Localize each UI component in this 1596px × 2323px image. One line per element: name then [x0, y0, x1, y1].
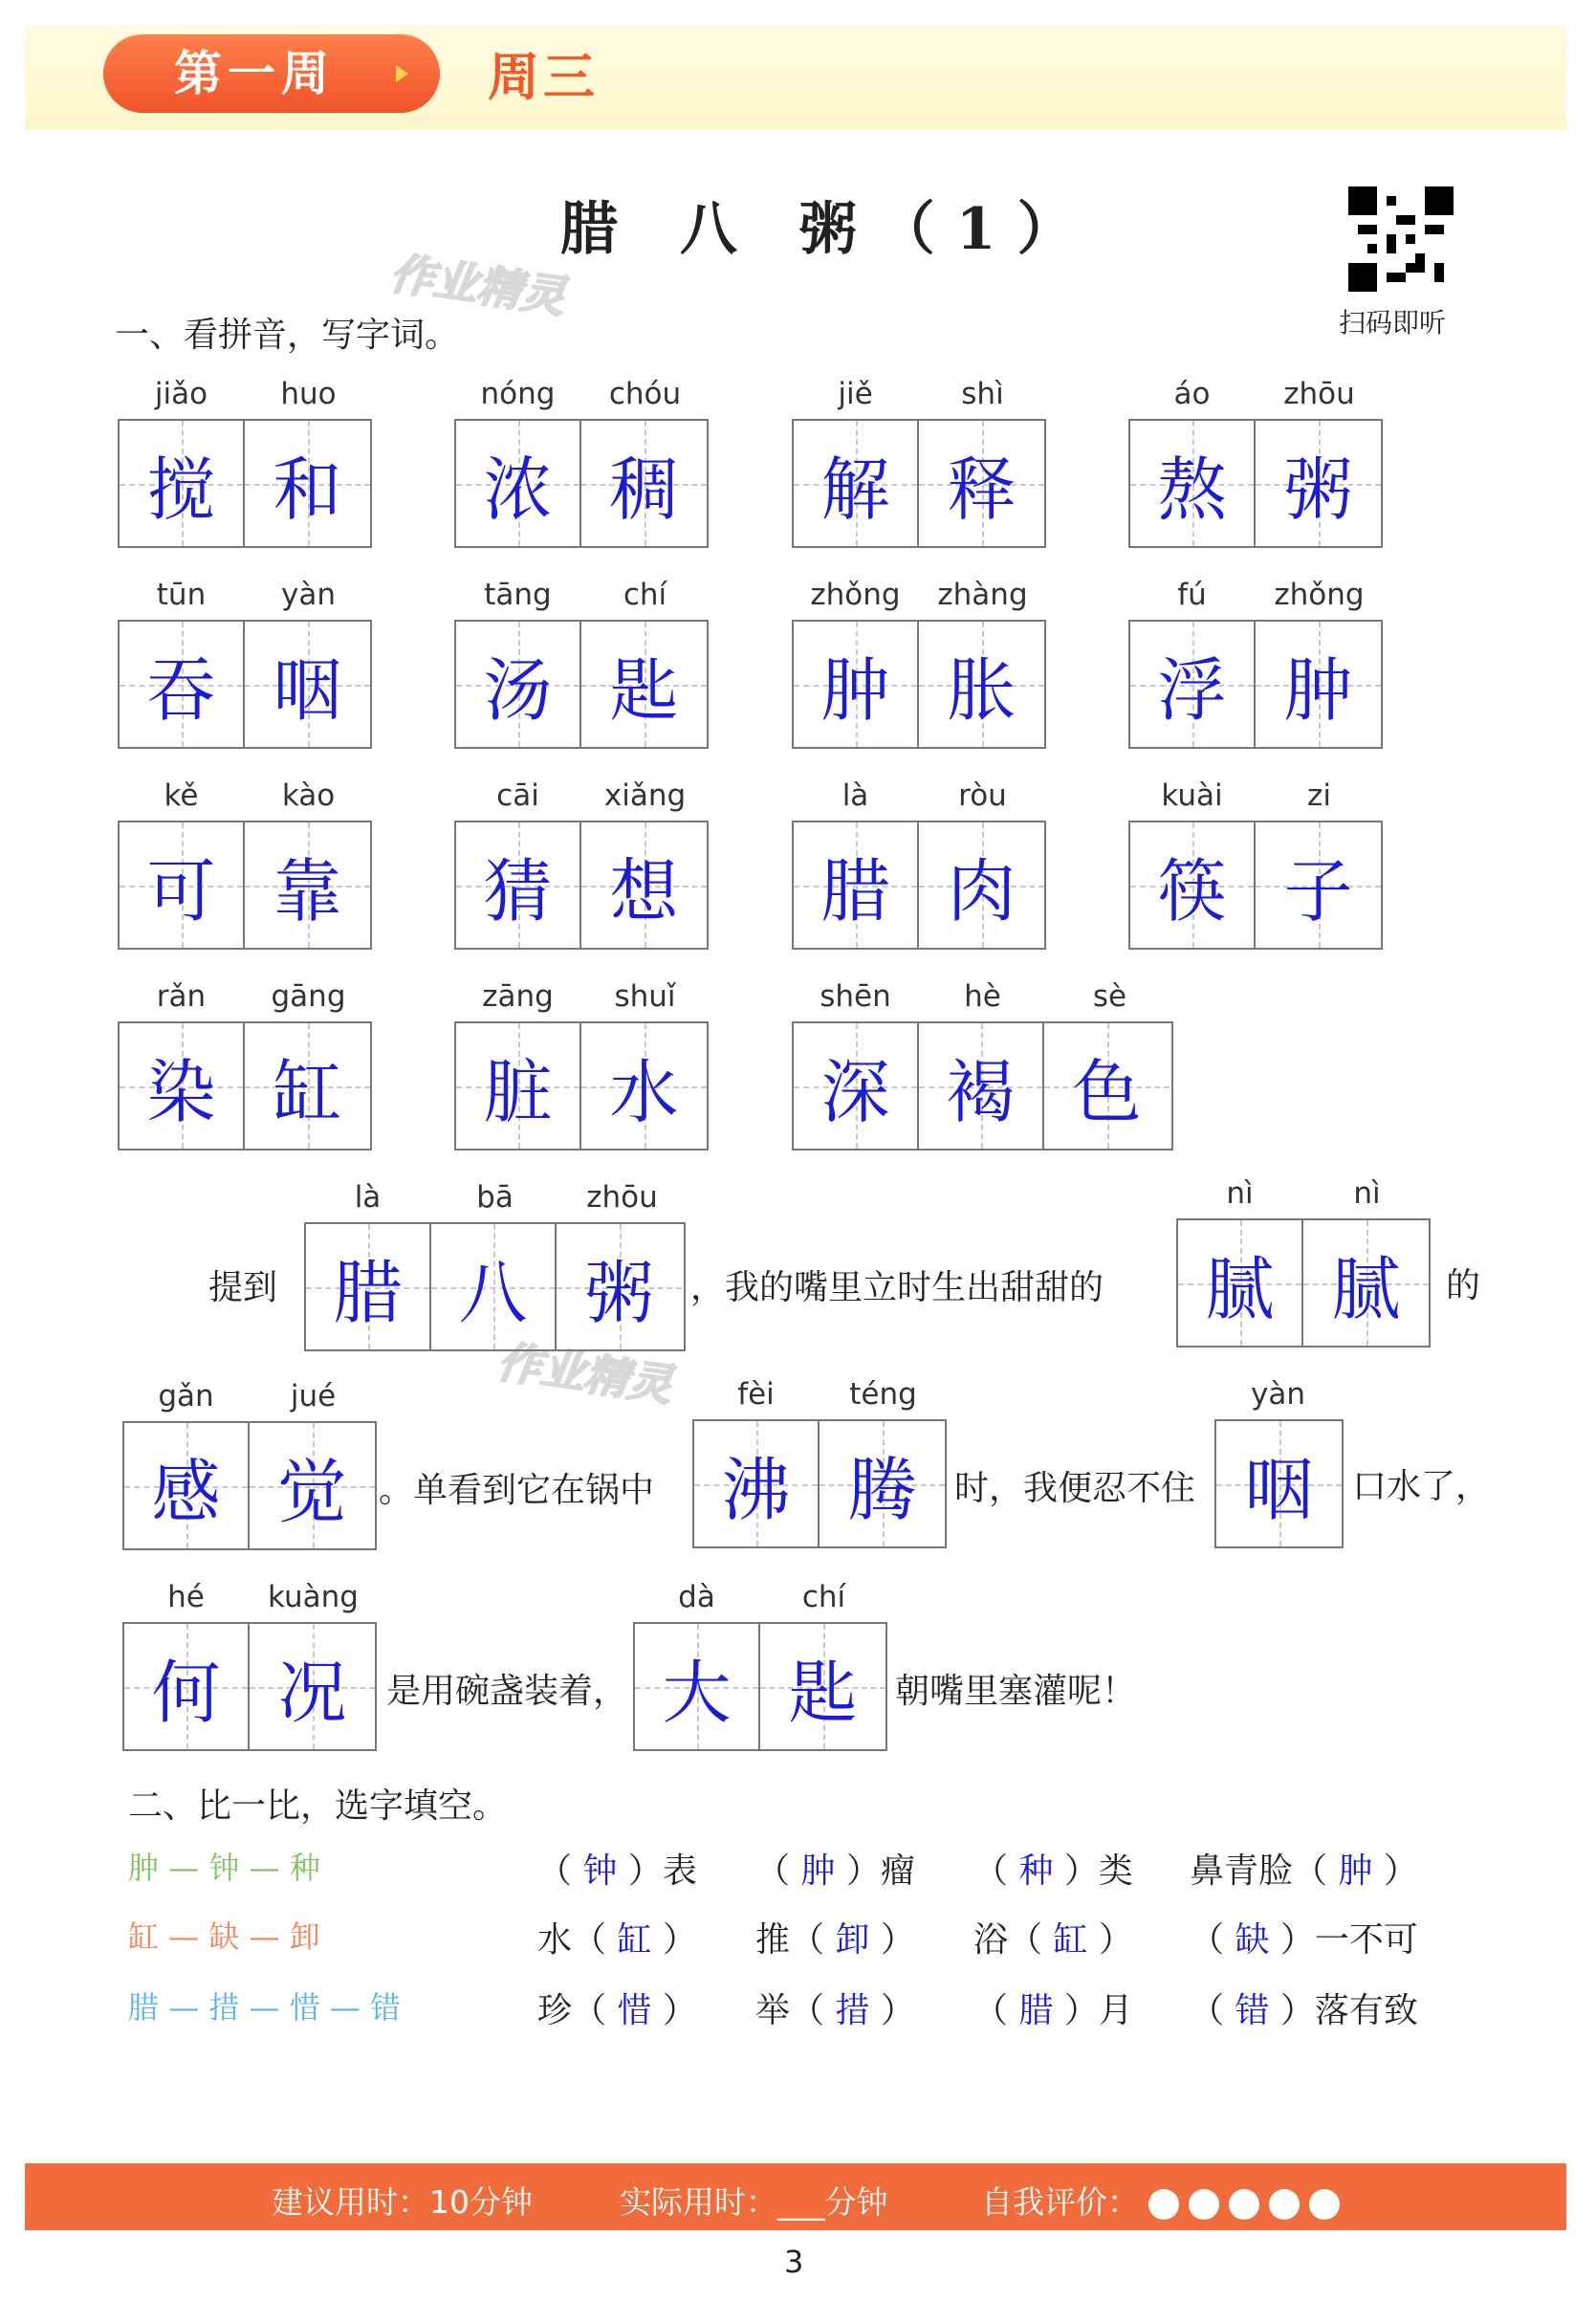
char-boxes [454, 620, 709, 749]
fill-blank-item [537, 1913, 697, 1961]
answer-char: 腊 [333, 1252, 403, 1333]
char-box[interactable] [456, 622, 581, 747]
pinyin-box-group [454, 979, 709, 1151]
pinyin-label: fèi [737, 1377, 775, 1412]
char-boxes [1176, 1218, 1431, 1348]
fill-blank-item [537, 1983, 697, 2032]
passage-text: ，我的嘴里立时生出甜甜的 [690, 1268, 1104, 1307]
pinyin-label: dà [678, 1580, 715, 1614]
answer-char: 褐 [946, 1051, 1016, 1132]
char-box[interactable] [581, 421, 707, 546]
pinyin-box-group [122, 1580, 377, 1751]
blank-prefix: （ [537, 1852, 573, 1891]
fill-blank-item [1190, 1983, 1418, 2032]
blank-suffix: ）月 [1063, 1991, 1133, 2030]
passage-text: 口水了， [1352, 1467, 1491, 1506]
qr-label: 扫码即听 [1339, 307, 1447, 339]
char-box[interactable] [1256, 622, 1381, 747]
char-box[interactable] [124, 1624, 250, 1749]
char-boxes [454, 1021, 709, 1151]
flower-icon[interactable] [1269, 2189, 1300, 2220]
blank-suffix: ） [880, 1991, 915, 2030]
answer-char: 咽 [273, 649, 342, 731]
pinyin-label: chí [623, 578, 667, 612]
char-box[interactable] [760, 1624, 885, 1749]
pinyin-box-group [454, 778, 709, 950]
pinyin-row [692, 1377, 947, 1419]
char-boxes [122, 1622, 377, 1751]
answer-char: 染 [146, 1051, 216, 1132]
answer-char[interactable]: 肿 [790, 1852, 846, 1891]
char-boxes [454, 821, 709, 950]
pinyin-label: sè [1092, 979, 1127, 1014]
pinyin-row [118, 377, 372, 419]
pinyin-label: gāng [271, 979, 346, 1014]
passage-text: 的 [1446, 1266, 1481, 1305]
char-box[interactable] [794, 622, 919, 747]
char-box[interactable] [120, 622, 245, 747]
answer-char: 腊 [820, 850, 890, 931]
answer-char: 浮 [1157, 649, 1227, 731]
answer-char[interactable]: 钟 [572, 1852, 628, 1891]
char-box[interactable] [1130, 822, 1256, 948]
pinyin-label: yàn [1251, 1377, 1305, 1412]
self-evaluation-label: 自我评价： [981, 2183, 1139, 2221]
blank-suffix: ） [662, 1920, 697, 1960]
char-box[interactable] [124, 1423, 250, 1548]
pinyin-box-group [1128, 578, 1383, 749]
pinyin-box-group [792, 377, 1046, 548]
char-boxes [692, 1419, 947, 1548]
suggested-time: 建议用时：10分钟 [272, 2183, 533, 2221]
pinyin-label: chí [801, 1580, 846, 1614]
char-boxes [792, 620, 1046, 749]
pinyin-row [454, 377, 709, 419]
answer-char: 何 [151, 1652, 221, 1733]
pinyin-label: cāi [496, 778, 539, 813]
section2-heading: 二、比一比，选字填空。 [128, 1786, 508, 1826]
answer-char[interactable]: 卸 [824, 1920, 881, 1960]
page-number: 3 [784, 2244, 804, 2280]
pinyin-row [633, 1580, 887, 1622]
pinyin-label: là [354, 1180, 382, 1215]
char-box[interactable] [820, 1421, 945, 1546]
pinyin-row [454, 979, 709, 1021]
passage-text: 时，我便忍不住 [954, 1469, 1196, 1508]
char-box[interactable] [1216, 1421, 1342, 1546]
pinyin-row [1128, 778, 1383, 821]
pinyin-box-group [1128, 778, 1383, 950]
char-boxes [118, 1021, 372, 1151]
pinyin-label: téng [849, 1377, 917, 1412]
pinyin-label: jiǎo [154, 377, 208, 411]
pinyin-label: nì [1226, 1176, 1254, 1211]
flower-icon[interactable] [1189, 2189, 1219, 2220]
pinyin-label: bā [476, 1180, 514, 1215]
pinyin-label: huo [280, 377, 337, 411]
fill-blank-item [755, 1983, 915, 2032]
char-box[interactable] [431, 1224, 557, 1349]
answer-char: 释 [947, 449, 1017, 530]
char-box[interactable] [1256, 822, 1381, 948]
answer-char: 脏 [483, 1051, 553, 1132]
pinyin-label: zhǒng [810, 578, 901, 612]
char-box[interactable] [456, 1023, 581, 1149]
answer-char: 感 [151, 1451, 221, 1532]
pinyin-label: shēn [820, 979, 891, 1014]
pinyin-box-group [118, 778, 372, 950]
fill-blank-item [1190, 1844, 1418, 1893]
char-boxes [118, 620, 372, 749]
blank-suffix: ）类 [1063, 1852, 1133, 1891]
answer-char: 搅 [146, 449, 216, 530]
answer-char[interactable]: 缸 [606, 1920, 663, 1960]
answer-char[interactable]: 措 [824, 1991, 881, 2030]
pinyin-box-group [454, 377, 709, 548]
blank-prefix: 珍（ [537, 1991, 607, 2030]
char-box[interactable] [120, 421, 245, 546]
answer-char: 色 [1072, 1051, 1142, 1132]
pinyin-label: rǎn [156, 979, 207, 1014]
answer-char: 大 [662, 1652, 732, 1733]
pinyin-label: zhōu [1283, 377, 1355, 411]
pinyin-row [118, 578, 372, 620]
pinyin-box-group [122, 1379, 377, 1550]
pinyin-label: ròu [958, 778, 1007, 813]
blank-prefix: 举（ [755, 1991, 825, 2030]
char-boxes [1128, 419, 1383, 548]
pinyin-label: nì [1353, 1176, 1381, 1211]
pinyin-row [118, 778, 372, 821]
char-box[interactable] [581, 1023, 707, 1149]
arrow-icon [396, 65, 408, 82]
char-boxes [118, 419, 372, 548]
pinyin-label: kě [164, 778, 199, 813]
pinyin-label: gǎn [158, 1379, 214, 1414]
char-box[interactable] [794, 1023, 919, 1149]
answer-char[interactable]: 错 [1224, 1991, 1280, 2030]
answer-char: 粥 [584, 1252, 654, 1333]
day-label: 周三 [488, 47, 599, 107]
fill-blank-item [755, 1913, 915, 1961]
char-boxes [454, 419, 709, 548]
answer-char: 肿 [1283, 649, 1353, 731]
answer-char: 猜 [483, 850, 553, 931]
pinyin-box-group [1176, 1176, 1431, 1348]
answer-char[interactable]: 种 [1008, 1852, 1064, 1891]
blank-suffix: ）一不可 [1279, 1920, 1418, 1960]
answer-char: 和 [273, 449, 342, 530]
pinyin-label: zhǒng [1274, 578, 1365, 612]
char-box[interactable] [1044, 1023, 1170, 1149]
fill-blank-item [755, 1844, 915, 1893]
answer-char: 咽 [1244, 1449, 1314, 1530]
pinyin-label: zhàng [937, 578, 1028, 612]
char-boxes [118, 821, 372, 950]
char-box[interactable] [245, 1023, 370, 1149]
blank-prefix: （ [973, 1991, 1009, 2030]
passage-text: 提到 [208, 1268, 278, 1307]
blank-prefix: 鼻青脸（ [1190, 1852, 1328, 1891]
answer-char: 子 [1283, 850, 1353, 931]
pinyin-box-group [633, 1580, 887, 1751]
pinyin-row [1128, 377, 1383, 419]
char-boxes [1128, 821, 1383, 950]
answer-char[interactable]: 惜 [606, 1991, 663, 2030]
answer-char: 想 [609, 850, 679, 931]
pinyin-label: shì [961, 377, 1004, 411]
answer-char: 胀 [947, 649, 1017, 731]
char-box[interactable] [919, 1023, 1044, 1149]
pinyin-label: shuǐ [614, 979, 676, 1014]
answer-char: 可 [146, 850, 216, 931]
flower-icon[interactable] [1148, 2189, 1179, 2220]
pinyin-row [122, 1379, 377, 1421]
answer-char: 匙 [788, 1652, 858, 1733]
char-box[interactable] [120, 822, 245, 948]
char-boxes [304, 1222, 686, 1351]
answer-char: 腾 [847, 1449, 917, 1530]
answer-char: 筷 [1157, 850, 1227, 931]
char-box[interactable] [794, 822, 919, 948]
self-evaluation [981, 2178, 1340, 2223]
char-boxes [792, 821, 1046, 950]
answer-char: 熬 [1157, 449, 1227, 530]
char-boxes [792, 419, 1046, 548]
pinyin-row [454, 578, 709, 620]
pinyin-label: hè [964, 979, 1001, 1014]
blank-prefix: （ [1190, 1920, 1225, 1960]
char-boxes [633, 1622, 887, 1751]
passage-text: 。单看到它在锅中 [379, 1471, 655, 1510]
char-box[interactable] [581, 622, 707, 747]
pinyin-box-group [118, 578, 372, 749]
answer-char[interactable]: 缺 [1224, 1920, 1280, 1960]
answer-char: 腻 [1205, 1248, 1275, 1329]
passage-text: 是用碗盏装着， [386, 1672, 628, 1711]
qr-code-icon[interactable] [1348, 186, 1454, 292]
pinyin-box-group [792, 979, 1173, 1151]
char-box[interactable] [250, 1624, 375, 1749]
pinyin-row [304, 1180, 686, 1222]
flower-icon[interactable] [1229, 2189, 1259, 2220]
compare-group: 肿 — 钟 — 种 [128, 1850, 320, 1886]
answer-char: 缸 [273, 1051, 342, 1132]
pinyin-label: zāng [482, 979, 554, 1014]
fill-blank-item [973, 1844, 1133, 1893]
pinyin-label: jiě [838, 377, 873, 411]
char-box[interactable] [250, 1423, 375, 1548]
char-box[interactable] [1303, 1220, 1429, 1346]
char-box[interactable] [1130, 622, 1256, 747]
pinyin-row [1176, 1176, 1431, 1218]
answer-char: 靠 [273, 850, 342, 931]
answer-char: 稠 [609, 449, 679, 530]
answer-char: 汤 [483, 649, 553, 731]
answer-char: 八 [458, 1252, 528, 1333]
pinyin-label: kuài [1161, 778, 1223, 813]
char-box[interactable] [1256, 421, 1381, 546]
char-box[interactable] [919, 622, 1044, 747]
pinyin-row [118, 979, 372, 1021]
blank-prefix: （ [1190, 1991, 1225, 2030]
fill-blank-item [973, 1983, 1133, 2032]
char-box[interactable] [794, 421, 919, 546]
char-boxes [1128, 620, 1383, 749]
page-title: 腊 八 粥（1） [560, 196, 1096, 263]
answer-char: 沸 [721, 1449, 791, 1530]
answer-char: 肉 [947, 850, 1017, 931]
pinyin-row [792, 778, 1046, 821]
char-box[interactable] [306, 1224, 431, 1349]
char-box[interactable] [1130, 421, 1256, 546]
pinyin-row [122, 1580, 377, 1622]
pinyin-label: áo [1173, 377, 1211, 411]
answer-char: 况 [277, 1652, 347, 1733]
char-box[interactable] [919, 822, 1044, 948]
pinyin-label: xiǎng [603, 778, 687, 813]
blank-suffix: ）瘤 [845, 1852, 915, 1891]
watermark: 作业精灵 [386, 247, 569, 323]
pinyin-box-group [1128, 377, 1383, 548]
pinyin-label: tāng [484, 578, 552, 612]
blank-suffix: ） [1098, 1920, 1133, 1960]
answer-char: 深 [820, 1051, 890, 1132]
pinyin-row [1128, 578, 1383, 620]
char-boxes [1214, 1419, 1344, 1548]
blank-prefix: 浴（ [973, 1920, 1043, 1960]
answer-char[interactable]: 缸 [1042, 1920, 1099, 1960]
char-box[interactable] [919, 421, 1044, 546]
pinyin-box-group [118, 377, 372, 548]
blank-suffix: ） [880, 1920, 915, 1960]
fill-blank-item [973, 1913, 1133, 1961]
char-box[interactable] [581, 822, 707, 948]
blank-suffix: ） [1383, 1852, 1418, 1891]
week-badge [103, 34, 440, 113]
footer-bar [25, 2163, 1566, 2230]
fill-blank-item [1190, 1913, 1418, 1961]
char-box[interactable] [557, 1224, 682, 1349]
blank-prefix: 水（ [537, 1920, 607, 1960]
answer-char: 吞 [146, 649, 216, 731]
actual-time: 实际用时：___分钟 [620, 2183, 888, 2221]
pinyin-label: tūn [156, 578, 207, 612]
pinyin-row [1214, 1377, 1344, 1419]
char-box[interactable] [245, 822, 370, 948]
char-boxes [792, 1021, 1173, 1151]
answer-char[interactable]: 肿 [1327, 1852, 1384, 1891]
char-box[interactable] [245, 421, 370, 546]
answer-char: 浓 [483, 449, 553, 530]
pinyin-box-group [1214, 1377, 1344, 1548]
week-label: 第一周 [174, 46, 335, 101]
pinyin-label: kào [281, 778, 336, 813]
pinyin-label: zi [1307, 778, 1331, 813]
char-boxes [122, 1421, 377, 1550]
pinyin-box-group [118, 979, 372, 1151]
pinyin-box-group [792, 778, 1046, 950]
char-box[interactable] [456, 421, 581, 546]
section1-heading: 一、看拼音，写字词。 [115, 316, 460, 355]
pinyin-label: kuàng [268, 1580, 359, 1614]
answer-char: 解 [820, 449, 890, 530]
passage-text: 朝嘴里塞灌呢！ [895, 1672, 1137, 1711]
pinyin-label: nóng [480, 377, 556, 411]
watermark: 作业精灵 [493, 1335, 676, 1412]
blank-prefix: （ [755, 1852, 791, 1891]
pinyin-row [792, 578, 1046, 620]
pinyin-box-group [692, 1377, 947, 1548]
pinyin-box-group [454, 578, 709, 749]
flower-icon[interactable] [1309, 2189, 1340, 2220]
char-box[interactable] [694, 1421, 820, 1546]
char-box[interactable] [245, 622, 370, 747]
pinyin-row [792, 979, 1173, 1021]
char-box[interactable] [1178, 1220, 1303, 1346]
compare-group: 腊 — 措 — 惜 — 错 [128, 1989, 402, 2026]
pinyin-box-group [304, 1180, 686, 1351]
pinyin-label: chóu [608, 377, 682, 411]
answer-char: 匙 [609, 649, 679, 731]
pinyin-box-group [792, 578, 1046, 749]
pinyin-row [454, 778, 709, 821]
pinyin-label: fú [1177, 578, 1207, 612]
compare-group: 缸 — 缺 — 卸 [128, 1918, 320, 1955]
answer-char: 粥 [1283, 449, 1353, 530]
answer-char: 腻 [1331, 1248, 1401, 1329]
answer-char: 肿 [820, 649, 890, 731]
pinyin-label: hé [167, 1580, 205, 1614]
pinyin-label: zhōu [586, 1180, 658, 1215]
blank-suffix: ） [662, 1991, 697, 2030]
blank-prefix: 推（ [755, 1920, 825, 1960]
pinyin-label: yàn [281, 578, 336, 612]
blank-prefix: （ [973, 1852, 1009, 1891]
pinyin-row [792, 377, 1046, 419]
pinyin-label: là [842, 778, 869, 813]
fill-blank-item [537, 1844, 697, 1893]
answer-char: 水 [609, 1051, 679, 1132]
char-box[interactable] [635, 1624, 760, 1749]
char-box[interactable] [120, 1023, 245, 1149]
pinyin-label: jué [290, 1379, 337, 1414]
blank-suffix: ）表 [627, 1852, 697, 1891]
char-box[interactable] [456, 822, 581, 948]
answer-char[interactable]: 腊 [1008, 1991, 1064, 2030]
answer-char: 觉 [277, 1451, 347, 1532]
blank-suffix: ）落有致 [1279, 1991, 1418, 2030]
